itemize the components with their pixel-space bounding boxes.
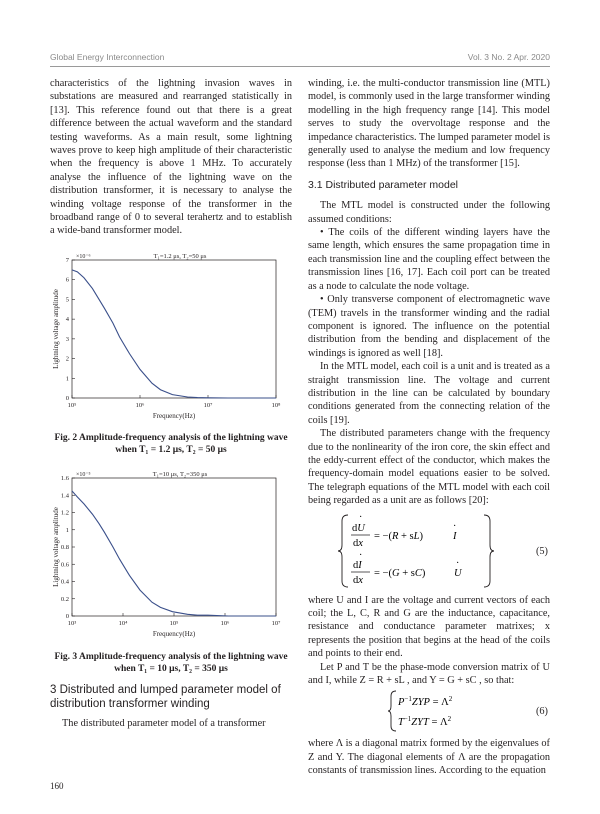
y-tick-label: 0 — [65, 613, 69, 621]
paragraph: characteristics of the lightning invasion waves in substations are measured and rearranged statistically in [13]. This reference found out that there is a great difference between the actual waveform and the standard testing waveforms. As a main result, some lightning waves prove to keep high amplitude of their characteristic when the frequency is above 1 MHz. To accurately analyse the influence of the lightning wave on the distribution transformer, it is necessary to analyse the winding voltage response of the transformer in the broadband range of 0 to several terahertz and to establish a wide-band transformer model. — [50, 78, 292, 237]
fig2-chart — [50, 248, 292, 426]
y-tick-label: 0 — [65, 394, 69, 402]
x-tick-label: 10⁵ — [67, 401, 77, 409]
chart-title: T₁=1.2 μs, T₂=50 μs — [153, 252, 207, 260]
paragraph: winding, i.e. the multi-conductor transmission line (MTL) model, is commonly used in the large transformer winding modelling in the high frequency range [14]. This model serves to study the overvoltage response and the impedance characteristics. The lumped parameter model is generally used to analyse the medium and low frequency response (less than 1 MHz) of the transformer [15]. — [308, 78, 550, 170]
right-column — [308, 77, 550, 778]
bullet-item: • The coils of the different winding layers have the same length, which ensures the same propagation time in each transmission line and the coupling effect between the transmission lines [16, 17]. Each coil port can be treated as a node to calculate the node voltage. — [308, 227, 550, 292]
paragraph: where U and I are the voltage and current vectors of each coil; the L, C, R and G are the inductance, capacitance, resistance and conductance parameter matrixes; x represents the position that begins at the head of the coils and points to their end. — [308, 594, 550, 660]
equation-5 — [308, 511, 550, 591]
bullet-item: • Only transverse component of electromagnetic wave (TEM) travels in the transformer winding and the radial component is ignored. The influence on the potential distribution from the bending and displacement of the windings is ignored as well [18]. — [308, 294, 550, 359]
svg-text:T−1ZYT = Λ2: $T^{-1}ZYT = \Lambda^2$ — [398, 715, 452, 729]
page-number: 160 — [50, 781, 64, 791]
paragraph: The distributed parameters change with the frequency due to the nonlinearity of the iron core, the skin effect and the eddy-current effect of the conductor, which makes the frequency-domain model equations easier to be solved. The telegraph equations of the MTL model with each coil being regarded as a unit are as follows [20]: — [308, 428, 550, 507]
svg-text:U: U — [454, 567, 462, 579]
svg-text:I: I — [453, 530, 457, 542]
equation-6 — [308, 689, 550, 733]
y-tick-label: 0.2 — [60, 596, 69, 604]
x-tick-label: 10⁸ — [271, 401, 281, 409]
fig2-caption-line1: Fig. 2 Amplitude-frequency analysis of the lightning wave — [54, 433, 288, 444]
x-tick-label: 10⁴ — [118, 620, 128, 628]
x-tick-label: 10⁶ — [135, 401, 145, 409]
equation-5-number: (5) — [535, 545, 548, 557]
fig3-caption-line1: Fig. 3 Amplitude-frequency analysis of the lightning wave — [54, 651, 288, 662]
x-axis-label: Frequency(Hz) — [152, 411, 196, 420]
y-tick-label: 1.2 — [60, 509, 69, 517]
x-tick-label: 10³ — [67, 620, 77, 628]
y-tick-label: 1 — [65, 375, 69, 383]
y-tick-label: 0.6 — [60, 561, 69, 569]
svg-text:·: · — [453, 520, 457, 532]
plot-frame — [72, 260, 276, 398]
series-line — [72, 270, 276, 398]
x-tick-label: 10⁵ — [169, 620, 179, 628]
paragraph: Let P and T be the phase-mode conversion matrix of U and I, while Z = R + sL , and Y = G + sC , so that: — [308, 661, 550, 687]
volume-info: Vol. 3 No. 2 Apr. 2020 — [467, 52, 550, 62]
header-rule — [50, 66, 550, 67]
section-3-title: 3 Distributed and lumped parameter model of distribution transformer winding — [50, 683, 281, 710]
x-tick-label: 10⁶ — [220, 620, 230, 628]
svg-text:P−1ZYP = Λ2: $P^{-1}ZYP = \Lambda^2$ — [398, 695, 453, 709]
equation-6-math — [388, 689, 528, 733]
y-tick-label: 5 — [65, 296, 69, 304]
paragraph: In the MTL model, each coil is a unit and is treated as a straight transmission line. The voltage and current distribution in the line can be calculated by boundary conditions generated from the connecting relation of the coils [19]. — [308, 361, 550, 426]
svg-text:dx: dx — [353, 537, 363, 549]
series-line — [72, 491, 276, 616]
y-tick-label: 7 — [65, 256, 69, 264]
y-tick-label: 2 — [65, 355, 69, 363]
figure-3 — [50, 466, 292, 674]
y-axis-label: Lightning voltage amplitude — [52, 289, 60, 369]
x-tick-label: 10⁷ — [271, 620, 281, 628]
x-tick-label: 10⁷ — [203, 401, 213, 409]
svg-text:·: · — [359, 511, 363, 523]
equation-6-number: (6) — [535, 706, 548, 718]
fig3-chart — [50, 466, 292, 644]
fig2-caption-line2: when T₁ = 1.2 μs, T₂ = 50 μs — [115, 445, 227, 456]
svg-text:·: · — [456, 557, 460, 569]
left-column — [50, 77, 292, 730]
paragraph: where Λ is a diagonal matrix formed by the eigenvalues of Z and Y. The diagonal elements of Λ are the propagation constants of transmission lines. According to the equation — [308, 738, 550, 777]
y-tick-label: 6 — [65, 276, 69, 284]
paragraph: The MTL model is constructed under the following assumed conditions: — [308, 200, 550, 225]
y-tick-label: 1 — [65, 527, 69, 535]
x-axis-label: Frequency(Hz) — [152, 630, 196, 639]
plot-frame — [72, 478, 276, 616]
y-tick-label: 4 — [65, 316, 69, 324]
figure-2 — [50, 248, 292, 456]
y-scale-label: ×10⁻⁵ — [76, 472, 91, 479]
svg-text:dI: dI — [353, 559, 362, 571]
chart-title: T₁=10 μs, T₂=350 μs — [152, 471, 208, 479]
fig3-caption-line2: when T₁ = 10 μs, T₂ = 350 μs — [114, 663, 228, 674]
fig3-caption — [50, 651, 292, 675]
svg-text:dx: dx — [353, 574, 363, 586]
fig2-caption — [50, 432, 292, 456]
svg-text:·: · — [359, 549, 363, 561]
journal-name: Global Energy Interconnection — [50, 52, 165, 62]
y-scale-label: ×10⁻⁶ — [76, 253, 91, 260]
subsection-3-1-title: 3.1 Distributed parameter model — [308, 178, 458, 191]
y-tick-label: 1.6 — [60, 475, 69, 483]
y-tick-label: 3 — [65, 335, 69, 343]
svg-text:= −(G + sC): = −(G + sC) — [374, 567, 426, 579]
svg-text:= −(R + sL): = −(R + sL) — [374, 530, 423, 542]
svg-text:dU: dU — [352, 522, 365, 534]
running-header — [50, 52, 550, 66]
paragraph: The distributed parameter model of a transformer — [62, 717, 266, 729]
equation-5-math — [338, 511, 538, 591]
y-tick-label: 0.4 — [60, 578, 69, 586]
y-axis-label: Lightning voltage amplitude — [52, 507, 60, 588]
y-tick-label: 1.4 — [60, 492, 69, 500]
y-tick-label: 0.8 — [60, 544, 69, 552]
